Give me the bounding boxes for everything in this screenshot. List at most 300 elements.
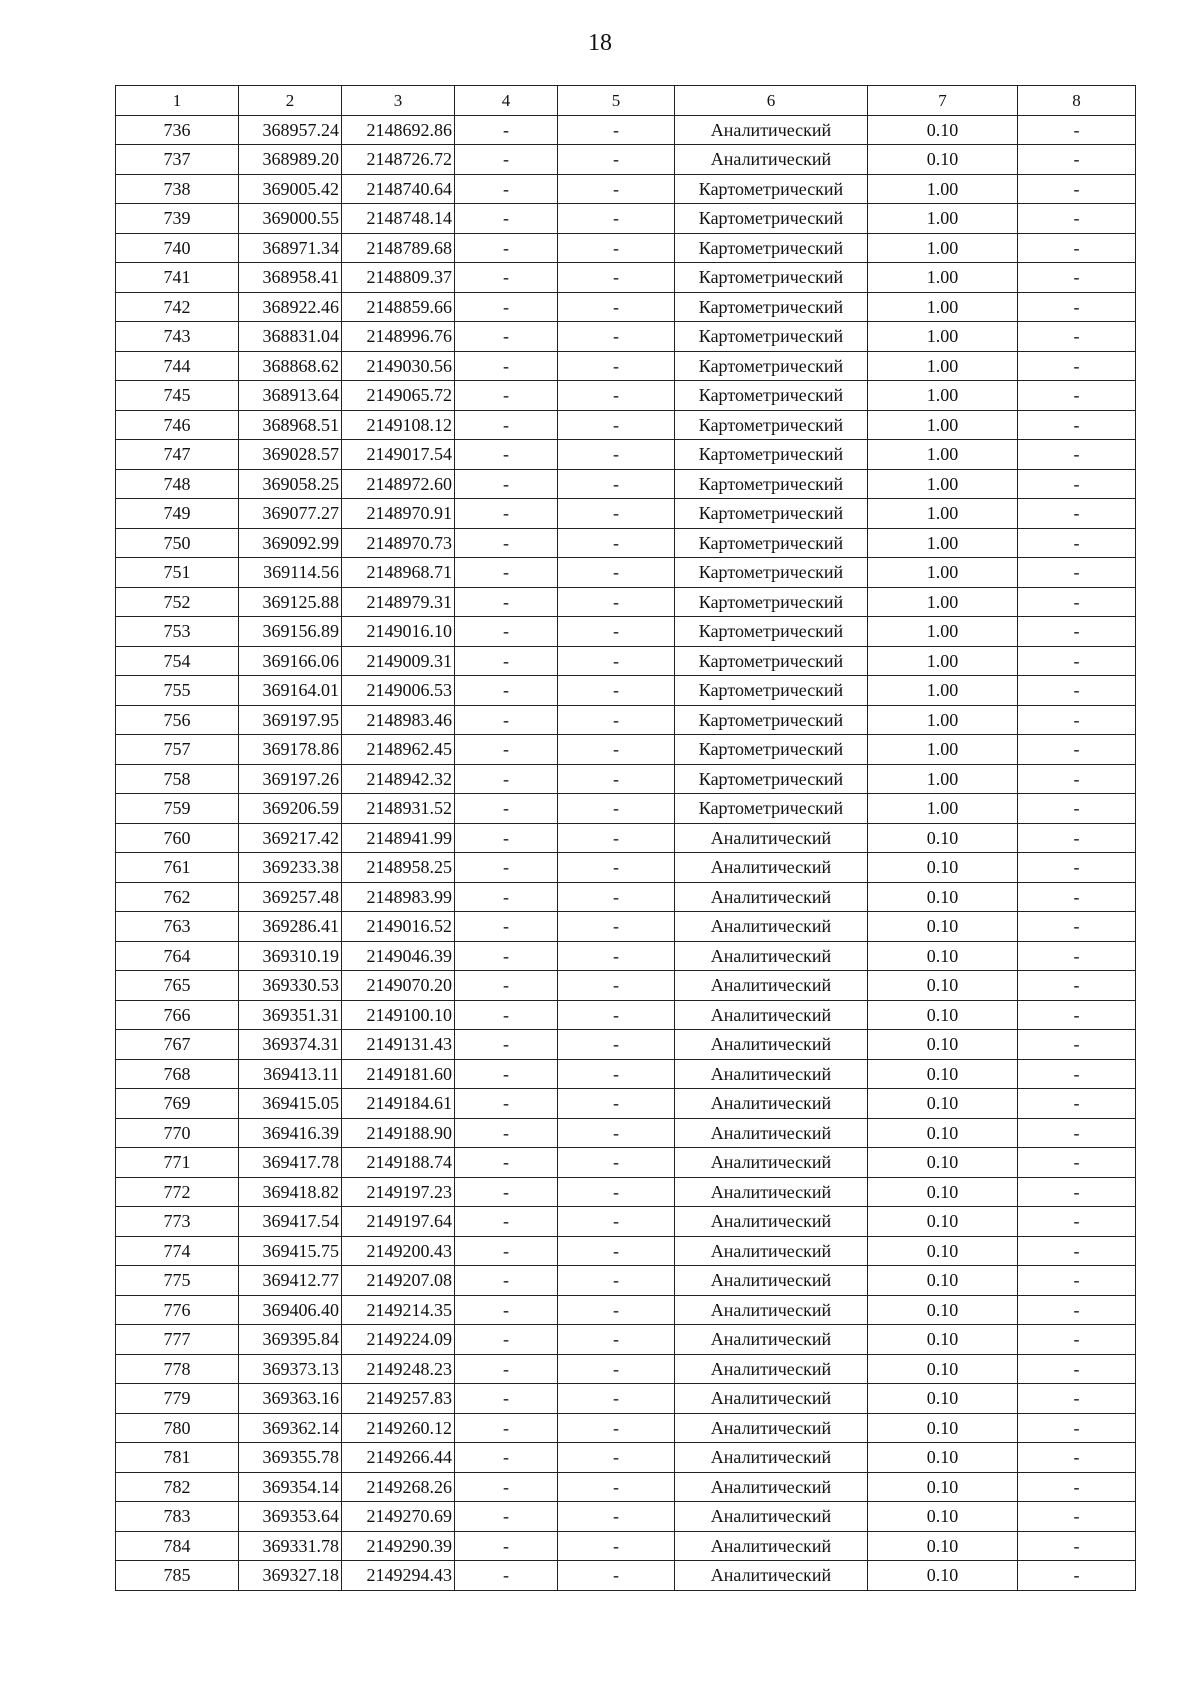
col8-cell: - (1018, 853, 1136, 883)
col8-cell: - (1018, 1384, 1136, 1414)
col8-cell: - (1018, 1295, 1136, 1325)
method-cell: Аналитический (675, 1118, 868, 1148)
x-coordinate-cell: 369197.26 (239, 764, 342, 794)
col5-cell: - (558, 853, 675, 883)
x-coordinate-cell: 369286.41 (239, 912, 342, 942)
accuracy-cell: 0.10 (868, 145, 1018, 175)
y-coordinate-cell: 2149290.39 (342, 1531, 455, 1561)
table-row (116, 1531, 1136, 1561)
accuracy-cell: 0.10 (868, 1295, 1018, 1325)
col5-cell: - (558, 1384, 675, 1414)
col4-cell: - (455, 263, 558, 293)
point-number-cell: 756 (116, 705, 239, 735)
point-number-cell: 774 (116, 1236, 239, 1266)
table-row (116, 263, 1136, 293)
accuracy-cell: 1.00 (868, 322, 1018, 352)
table-row (116, 735, 1136, 765)
point-number-cell: 773 (116, 1207, 239, 1237)
table-row (116, 1502, 1136, 1532)
col5-cell: - (558, 1413, 675, 1443)
coordinates-table (115, 85, 1136, 1591)
accuracy-cell: 0.10 (868, 882, 1018, 912)
x-coordinate-cell: 369363.16 (239, 1384, 342, 1414)
table-header-row (116, 86, 1136, 116)
table-body (116, 115, 1136, 1590)
point-number-cell: 751 (116, 558, 239, 588)
col5-cell: - (558, 646, 675, 676)
accuracy-cell: 1.00 (868, 292, 1018, 322)
y-coordinate-cell: 2149294.43 (342, 1561, 455, 1591)
y-coordinate-cell: 2149197.64 (342, 1207, 455, 1237)
accuracy-cell: 1.00 (868, 794, 1018, 824)
col8-cell: - (1018, 676, 1136, 706)
accuracy-cell: 1.00 (868, 410, 1018, 440)
x-coordinate-cell: 369374.31 (239, 1030, 342, 1060)
col5-cell: - (558, 617, 675, 647)
point-number-cell: 763 (116, 912, 239, 942)
col8-cell: - (1018, 1000, 1136, 1030)
col8-cell: - (1018, 322, 1136, 352)
x-coordinate-cell: 369395.84 (239, 1325, 342, 1355)
accuracy-cell: 0.10 (868, 115, 1018, 145)
point-number-cell: 757 (116, 735, 239, 765)
table-row (116, 1443, 1136, 1473)
accuracy-cell: 0.10 (868, 1413, 1018, 1443)
table-row (116, 204, 1136, 234)
col4-cell: - (455, 204, 558, 234)
col5-cell: - (558, 322, 675, 352)
point-number-cell: 782 (116, 1472, 239, 1502)
x-coordinate-cell: 369197.95 (239, 705, 342, 735)
point-number-cell: 776 (116, 1295, 239, 1325)
col5-cell: - (558, 1207, 675, 1237)
col8-cell: - (1018, 145, 1136, 175)
col4-cell: - (455, 882, 558, 912)
x-coordinate-cell: 369233.38 (239, 853, 342, 883)
method-cell: Аналитический (675, 1177, 868, 1207)
table-row (116, 764, 1136, 794)
x-coordinate-cell: 369310.19 (239, 941, 342, 971)
col5-cell: - (558, 941, 675, 971)
accuracy-cell: 0.10 (868, 941, 1018, 971)
col5-cell: - (558, 174, 675, 204)
x-coordinate-cell: 369058.25 (239, 469, 342, 499)
accuracy-cell: 1.00 (868, 735, 1018, 765)
col4-cell: - (455, 617, 558, 647)
x-coordinate-cell: 369354.14 (239, 1472, 342, 1502)
col8-cell: - (1018, 941, 1136, 971)
col5-cell: - (558, 528, 675, 558)
x-coordinate-cell: 369156.89 (239, 617, 342, 647)
accuracy-cell: 0.10 (868, 1325, 1018, 1355)
col5-cell: - (558, 1089, 675, 1119)
point-number-cell: 745 (116, 381, 239, 411)
col8-cell: - (1018, 1561, 1136, 1591)
col5-cell: - (558, 440, 675, 470)
method-cell: Картометрический (675, 558, 868, 588)
col5-cell: - (558, 1561, 675, 1591)
method-cell: Аналитический (675, 882, 868, 912)
col8-cell: - (1018, 971, 1136, 1001)
method-cell: Аналитический (675, 1295, 868, 1325)
col8-cell: - (1018, 705, 1136, 735)
x-coordinate-cell: 369331.78 (239, 1531, 342, 1561)
x-coordinate-cell: 368913.64 (239, 381, 342, 411)
point-number-cell: 772 (116, 1177, 239, 1207)
col8-cell: - (1018, 587, 1136, 617)
table-row (116, 882, 1136, 912)
method-cell: Картометрический (675, 499, 868, 529)
y-coordinate-cell: 2149009.31 (342, 646, 455, 676)
col8-cell: - (1018, 617, 1136, 647)
accuracy-cell: 0.10 (868, 1236, 1018, 1266)
col4-cell: - (455, 322, 558, 352)
point-number-cell: 750 (116, 528, 239, 558)
x-coordinate-cell: 369125.88 (239, 587, 342, 617)
x-coordinate-cell: 369114.56 (239, 558, 342, 588)
col8-cell: - (1018, 1059, 1136, 1089)
col5-cell: - (558, 1266, 675, 1296)
method-cell: Картометрический (675, 705, 868, 735)
method-cell: Картометрический (675, 174, 868, 204)
table-row (116, 1177, 1136, 1207)
col4-cell: - (455, 351, 558, 381)
y-coordinate-cell: 2149108.12 (342, 410, 455, 440)
x-coordinate-cell: 368957.24 (239, 115, 342, 145)
x-coordinate-cell: 369005.42 (239, 174, 342, 204)
method-cell: Картометрический (675, 233, 868, 263)
col8-cell: - (1018, 646, 1136, 676)
col8-cell: - (1018, 764, 1136, 794)
point-number-cell: 737 (116, 145, 239, 175)
col8-cell: - (1018, 1325, 1136, 1355)
accuracy-cell: 0.10 (868, 1502, 1018, 1532)
table-row (116, 440, 1136, 470)
col4-cell: - (455, 1531, 558, 1561)
accuracy-cell: 0.10 (868, 1266, 1018, 1296)
accuracy-cell: 1.00 (868, 587, 1018, 617)
x-coordinate-cell: 369351.31 (239, 1000, 342, 1030)
accuracy-cell: 1.00 (868, 381, 1018, 411)
point-number-cell: 758 (116, 764, 239, 794)
point-number-cell: 743 (116, 322, 239, 352)
accuracy-cell: 0.10 (868, 971, 1018, 1001)
table-row (116, 558, 1136, 588)
accuracy-cell: 1.00 (868, 617, 1018, 647)
y-coordinate-cell: 2148726.72 (342, 145, 455, 175)
x-coordinate-cell: 368958.41 (239, 263, 342, 293)
point-number-cell: 738 (116, 174, 239, 204)
col8-cell: - (1018, 469, 1136, 499)
col5-cell: - (558, 764, 675, 794)
point-number-cell: 771 (116, 1148, 239, 1178)
x-coordinate-cell: 369412.77 (239, 1266, 342, 1296)
y-coordinate-cell: 2148968.71 (342, 558, 455, 588)
y-coordinate-cell: 2148859.66 (342, 292, 455, 322)
col8-cell: - (1018, 263, 1136, 293)
table-row (116, 351, 1136, 381)
point-number-cell: 770 (116, 1118, 239, 1148)
method-cell: Аналитический (675, 1531, 868, 1561)
col4-cell: - (455, 1561, 558, 1591)
point-number-cell: 760 (116, 823, 239, 853)
col4-cell: - (455, 469, 558, 499)
col4-cell: - (455, 705, 558, 735)
col8-cell: - (1018, 528, 1136, 558)
y-coordinate-cell: 2148748.14 (342, 204, 455, 234)
method-cell: Аналитический (675, 115, 868, 145)
point-number-cell: 753 (116, 617, 239, 647)
col8-cell: - (1018, 558, 1136, 588)
col5-cell: - (558, 558, 675, 588)
col4-cell: - (455, 528, 558, 558)
col8-cell: - (1018, 1030, 1136, 1060)
col5-cell: - (558, 794, 675, 824)
table-row (116, 1118, 1136, 1148)
col8-cell: - (1018, 351, 1136, 381)
method-cell: Аналитический (675, 853, 868, 883)
table-row (116, 528, 1136, 558)
point-number-cell: 765 (116, 971, 239, 1001)
x-coordinate-cell: 369000.55 (239, 204, 342, 234)
point-number-cell: 744 (116, 351, 239, 381)
col4-cell: - (455, 646, 558, 676)
table-row (116, 115, 1136, 145)
method-cell: Картометрический (675, 263, 868, 293)
col4-cell: - (455, 764, 558, 794)
accuracy-cell: 0.10 (868, 823, 1018, 853)
col5-cell: - (558, 469, 675, 499)
table-row (116, 381, 1136, 411)
method-cell: Аналитический (675, 823, 868, 853)
col4-cell: - (455, 233, 558, 263)
method-cell: Аналитический (675, 1266, 868, 1296)
method-cell: Аналитический (675, 912, 868, 942)
table-row (116, 1207, 1136, 1237)
y-coordinate-cell: 2149197.23 (342, 1177, 455, 1207)
y-coordinate-cell: 2148740.64 (342, 174, 455, 204)
x-coordinate-cell: 369406.40 (239, 1295, 342, 1325)
method-cell: Картометрический (675, 528, 868, 558)
col8-cell: - (1018, 174, 1136, 204)
table-row (116, 322, 1136, 352)
table-row (116, 1089, 1136, 1119)
method-cell: Аналитический (675, 1236, 868, 1266)
y-coordinate-cell: 2148958.25 (342, 853, 455, 883)
col4-cell: - (455, 971, 558, 1001)
accuracy-cell: 0.10 (868, 1000, 1018, 1030)
col8-cell: - (1018, 292, 1136, 322)
table-row (116, 469, 1136, 499)
y-coordinate-cell: 2149214.35 (342, 1295, 455, 1325)
col4-cell: - (455, 941, 558, 971)
y-coordinate-cell: 2148692.86 (342, 115, 455, 145)
x-coordinate-cell: 369164.01 (239, 676, 342, 706)
x-coordinate-cell: 369257.48 (239, 882, 342, 912)
method-cell: Аналитический (675, 1384, 868, 1414)
col4-cell: - (455, 794, 558, 824)
y-coordinate-cell: 2148983.99 (342, 882, 455, 912)
accuracy-cell: 0.10 (868, 853, 1018, 883)
table-row (116, 410, 1136, 440)
table-row (116, 1384, 1136, 1414)
method-cell: Картометрический (675, 587, 868, 617)
x-coordinate-cell: 369330.53 (239, 971, 342, 1001)
method-cell: Аналитический (675, 1059, 868, 1089)
table-row (116, 646, 1136, 676)
point-number-cell: 766 (116, 1000, 239, 1030)
y-coordinate-cell: 2149266.44 (342, 1443, 455, 1473)
col4-cell: - (455, 410, 558, 440)
col5-cell: - (558, 499, 675, 529)
table-row (116, 1030, 1136, 1060)
x-coordinate-cell: 369418.82 (239, 1177, 342, 1207)
accuracy-cell: 0.10 (868, 1059, 1018, 1089)
table-row (116, 912, 1136, 942)
col4-cell: - (455, 1030, 558, 1060)
col4-cell: - (455, 1236, 558, 1266)
x-coordinate-cell: 369417.54 (239, 1207, 342, 1237)
y-coordinate-cell: 2148942.32 (342, 764, 455, 794)
col8-cell: - (1018, 1472, 1136, 1502)
col4-cell: - (455, 1354, 558, 1384)
table-row (116, 1295, 1136, 1325)
x-coordinate-cell: 369416.39 (239, 1118, 342, 1148)
y-coordinate-cell: 2148970.91 (342, 499, 455, 529)
point-number-cell: 761 (116, 853, 239, 883)
col8-cell: - (1018, 115, 1136, 145)
method-cell: Аналитический (675, 1089, 868, 1119)
method-cell: Картометрический (675, 646, 868, 676)
col8-cell: - (1018, 233, 1136, 263)
col5-cell: - (558, 912, 675, 942)
col4-cell: - (455, 676, 558, 706)
accuracy-cell: 0.10 (868, 912, 1018, 942)
point-number-cell: 767 (116, 1030, 239, 1060)
y-coordinate-cell: 2149030.56 (342, 351, 455, 381)
col4-cell: - (455, 1413, 558, 1443)
y-coordinate-cell: 2148972.60 (342, 469, 455, 499)
table-row (116, 1561, 1136, 1591)
method-cell: Аналитический (675, 1148, 868, 1178)
accuracy-cell: 1.00 (868, 351, 1018, 381)
point-number-cell: 769 (116, 1089, 239, 1119)
point-number-cell: 783 (116, 1502, 239, 1532)
accuracy-cell: 1.00 (868, 646, 1018, 676)
y-coordinate-cell: 2149188.90 (342, 1118, 455, 1148)
method-cell: Аналитический (675, 1502, 868, 1532)
accuracy-cell: 0.10 (868, 1354, 1018, 1384)
method-cell: Картометрический (675, 676, 868, 706)
accuracy-cell: 0.10 (868, 1472, 1018, 1502)
col4-cell: - (455, 558, 558, 588)
col8-cell: - (1018, 823, 1136, 853)
method-cell: Картометрический (675, 735, 868, 765)
y-coordinate-cell: 2149006.53 (342, 676, 455, 706)
method-cell: Картометрический (675, 469, 868, 499)
method-cell: Аналитический (675, 1472, 868, 1502)
method-cell: Аналитический (675, 145, 868, 175)
point-number-cell: 785 (116, 1561, 239, 1591)
table-row (116, 676, 1136, 706)
col8-cell: - (1018, 1502, 1136, 1532)
method-cell: Аналитический (675, 1443, 868, 1473)
y-coordinate-cell: 2149257.83 (342, 1384, 455, 1414)
table-row (116, 941, 1136, 971)
point-number-cell: 746 (116, 410, 239, 440)
col8-cell: - (1018, 1089, 1136, 1119)
col5-cell: - (558, 587, 675, 617)
col5-cell: - (558, 351, 675, 381)
method-cell: Аналитический (675, 971, 868, 1001)
col5-cell: - (558, 1472, 675, 1502)
y-coordinate-cell: 2149131.43 (342, 1030, 455, 1060)
accuracy-cell: 1.00 (868, 528, 1018, 558)
point-number-cell: 748 (116, 469, 239, 499)
y-coordinate-cell: 2149016.52 (342, 912, 455, 942)
accuracy-cell: 0.10 (868, 1561, 1018, 1591)
column-header: 5 (558, 86, 675, 116)
method-cell: Картометрический (675, 440, 868, 470)
col5-cell: - (558, 1236, 675, 1266)
accuracy-cell: 1.00 (868, 204, 1018, 234)
point-number-cell: 742 (116, 292, 239, 322)
col5-cell: - (558, 1531, 675, 1561)
x-coordinate-cell: 368831.04 (239, 322, 342, 352)
point-number-cell: 762 (116, 882, 239, 912)
y-coordinate-cell: 2148996.76 (342, 322, 455, 352)
method-cell: Картометрический (675, 381, 868, 411)
accuracy-cell: 0.10 (868, 1148, 1018, 1178)
col8-cell: - (1018, 1413, 1136, 1443)
y-coordinate-cell: 2148970.73 (342, 528, 455, 558)
method-cell: Картометрический (675, 764, 868, 794)
col4-cell: - (455, 1325, 558, 1355)
accuracy-cell: 0.10 (868, 1089, 1018, 1119)
col8-cell: - (1018, 735, 1136, 765)
y-coordinate-cell: 2149248.23 (342, 1354, 455, 1384)
y-coordinate-cell: 2149016.10 (342, 617, 455, 647)
method-cell: Картометрический (675, 292, 868, 322)
col8-cell: - (1018, 1443, 1136, 1473)
table-row (116, 145, 1136, 175)
accuracy-cell: 0.10 (868, 1207, 1018, 1237)
col5-cell: - (558, 1118, 675, 1148)
point-number-cell: 736 (116, 115, 239, 145)
col4-cell: - (455, 1295, 558, 1325)
col4-cell: - (455, 735, 558, 765)
y-coordinate-cell: 2148809.37 (342, 263, 455, 293)
col8-cell: - (1018, 410, 1136, 440)
col5-cell: - (558, 1354, 675, 1384)
table-row (116, 1325, 1136, 1355)
column-header: 4 (455, 86, 558, 116)
page-number: 18 (588, 30, 612, 56)
x-coordinate-cell: 369415.75 (239, 1236, 342, 1266)
method-cell: Картометрический (675, 322, 868, 352)
point-number-cell: 755 (116, 676, 239, 706)
accuracy-cell: 0.10 (868, 1531, 1018, 1561)
method-cell: Аналитический (675, 1413, 868, 1443)
point-number-cell: 775 (116, 1266, 239, 1296)
col5-cell: - (558, 1443, 675, 1473)
x-coordinate-cell: 368968.51 (239, 410, 342, 440)
col5-cell: - (558, 204, 675, 234)
col5-cell: - (558, 1030, 675, 1060)
y-coordinate-cell: 2149017.54 (342, 440, 455, 470)
accuracy-cell: 1.00 (868, 558, 1018, 588)
point-number-cell: 778 (116, 1354, 239, 1384)
